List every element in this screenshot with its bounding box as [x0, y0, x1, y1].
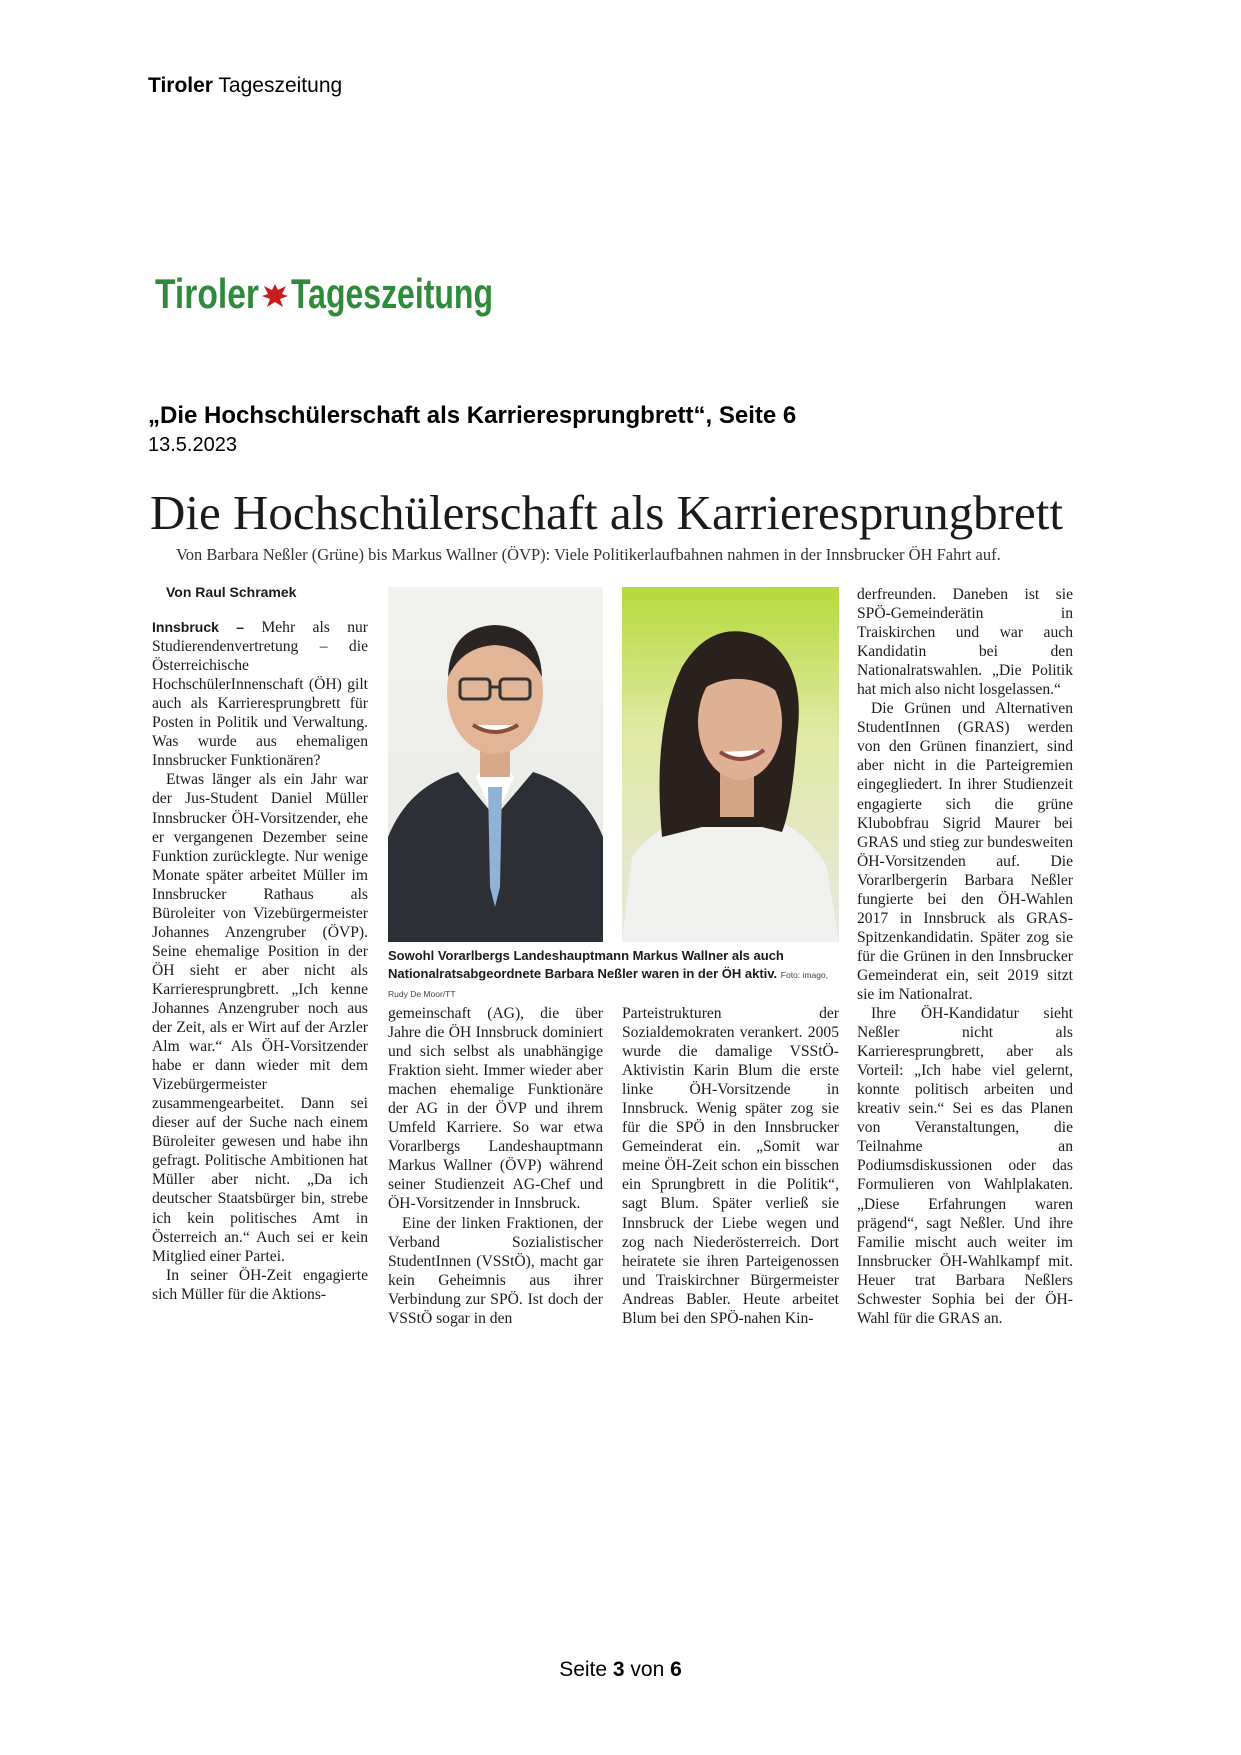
article-paragraph: Parteistrukturen der Sozialdemokraten verankert. 2005 wurde die damalige VSStÖ-Aktivistin Karin Blum die erste linke ÖH-Vorsitzende in Innsbruck. Wenig später zog sie für die SPÖ in den Innsbrucker Gemeinderat ein. „Somit war meine ÖH-Zeit schon ein bisschen ein Sprungbrett in die Politik“, sagt Blum. Später verließ sie Innsbruck der Liebe wegen und zog nach Niederösterreich. Dort heiratete sie ihren Parteigenossen und Traiskirchner Bürgermeister Andreas Babler. Heute arbeitet Blum bei den SPÖ-nahen Kin- — [622, 1005, 839, 1327]
header-brand-bold: Tiroler — [148, 74, 213, 97]
photo-credit: Foto: imago, Rudy De Moor/TT — [388, 970, 829, 999]
article-headline: Die Hochschülerschaft als Karrieresprungbrett — [150, 485, 1063, 540]
header-brand-regular: Tageszeitung — [212, 74, 343, 97]
article-paragraph: Die Grünen und Alternativen StudentInnen (GRAS) werden von den Grünen finanziert, sind aber nicht in die Parteigremien eingegliedert. In ihrer Studienzeit engagierte sich die grüne Klubobfrau Sigrid Maurer bei GRAS und stieg zur bundesweiten ÖH-Vorsitzenden auf. Die Vorarlbergerin Barbara Neßler fungierte bei den ÖH-Wahlen 2017 in Innsbruck als GRAS-Spitzenkandidatin. Später zog sie für die Grünen in den Innsbrucker Gemeinderat ein, seit 2019 sitzt sie im Nationalrat. — [857, 700, 1073, 1003]
page-footer — [0, 1658, 1241, 1682]
clip-date: 13.5.2023 — [148, 434, 237, 456]
footer-page-total: 6 — [670, 1658, 682, 1681]
article-column-2 — [388, 1004, 603, 1328]
footer-middle: von — [624, 1658, 671, 1681]
article-column-3 — [622, 1004, 839, 1328]
tiroler-tageszeitung-logo — [155, 262, 495, 322]
eagle-icon — [262, 284, 288, 307]
footer-prefix: Seite — [559, 1658, 613, 1681]
clip-title: „Die Hochschülerschaft als Karrieresprungbrett“, Seite 6 — [148, 402, 797, 429]
photo-markus-wallner — [388, 587, 603, 942]
article-column-1 — [152, 583, 368, 1304]
article-text: Mehr als nur Studierendenvertretung – die Österreichische HochschülerInnenschaft (ÖH) gilt auch als Karrieresprungbrett für Posten in Politik und Verwaltung. Was wurde aus ehemaligen Innsbrucker Funktionären? — [152, 619, 368, 770]
photo-barbara-nessler — [622, 587, 839, 942]
photo-caption — [388, 947, 838, 1003]
article-paragraph: derfreunden. Daneben ist sie SPÖ-Gemeinderätin in Traiskirchen und war auch Kandidatin bei den Nationalratswahlen. „Die Politik hat mich also nicht losgelassen.“ — [857, 586, 1073, 699]
footer-page-number: 3 — [612, 1658, 625, 1681]
article-dateline: Innsbruck – — [152, 619, 245, 636]
logo-text-left: Tiroler — [155, 270, 259, 317]
article-column-4 — [857, 585, 1073, 1328]
article-paragraph: Etwas länger als ein Jahr war der Jus-Student Daniel Müller Innsbrucker ÖH-Vorsitzender, ehe er vergangenen Dezember seine Funktion zurücklegte. Nur wenige Monate später arbeitet Müller im Innsbrucker Rathaus als Büroleiter von Vizebürgermeister Johannes Anzengruber (ÖVP). Seine ehemalige Position in der ÖH sieht er aber nicht als Karrieresprungbrett. „Ich kenne Johannes Anzengruber noch aus der Zeit, als er Wirt auf der Arzler Alm war.“ Als ÖH-Vorsitzender habe er dann wieder mit dem Vizebürgermeister zusammengearbeitet. Dann sei dieser auf der Suche nach einem Büroleiter gewesen und habe ihn gefragt. Politische Ambitionen hat Müller aber nicht. „Da ich deutscher Staatsbürger bin, strebe ich kein politisches Amt in Österreich an.“ Auch sei er kein Mitglied einer Partei. — [152, 771, 368, 1265]
photo-caption-text: Sowohl Vorarlbergs Landeshauptmann Markus Wallner als auch Nationalratsabgeordnete Barbara Neßler waren in der ÖH aktiv. — [388, 948, 784, 981]
document-header — [148, 74, 342, 98]
article-paragraph: gemeinschaft (AG), die über Jahre die ÖH Innsbruck dominiert und sich selbst als unabhängige Fraktion sieht. Immer wieder aber machen ehemalige Funktionäre der AG in der ÖVP und ihrem Umfeld Karriere. So war etwa Vorarlbergs Landeshauptmann Markus Wallner (ÖVP) während seiner Studienzeit AG-Chef und ÖH-Vorsitzender in Innsbruck. — [388, 1005, 603, 1213]
article-paragraph: Ihre ÖH-Kandidatur sieht Neßler nicht als Karrieresprungbrett, aber als Vorteil: „Ich habe viel gelernt, konnte politisch arbeiten und kreativ sein.“ Sei es das Planen von Veranstaltungen, die Teilnahme an Podiumsdiskussionen oder das Formulieren von Wahlplakaten. „Diese Erfahrungen waren prägend“, sagt Neßler. Und ihre Familie mischt auch weiter im Innsbrucker ÖH-Wahlkampf mit. Heuer trat Barbara Neßlers Schwester Sophia bei der ÖH-Wahl für die GRAS an. — [857, 1005, 1073, 1327]
article-subline: Von Barbara Neßler (Grüne) bis Markus Wallner (ÖVP): Viele Politikerlaufbahnen nahmen in der Innsbrucker ÖH Fahrt auf. — [176, 545, 1001, 564]
article-byline: Von Raul Schramek — [166, 584, 297, 600]
article-paragraph: In seiner ÖH-Zeit engagierte sich Müller für die Aktions- — [152, 1266, 368, 1303]
article-paragraph — [152, 618, 368, 770]
article-paragraph: Eine der linken Fraktionen, der Verband Sozialistischer StudentInnen (VSStÖ), macht gar kein Geheimnis aus ihrer Verbindung zur SPÖ. Ist doch der VSStÖ sogar in den — [388, 1214, 603, 1327]
logo-text-right: Tageszeitung — [291, 270, 493, 317]
